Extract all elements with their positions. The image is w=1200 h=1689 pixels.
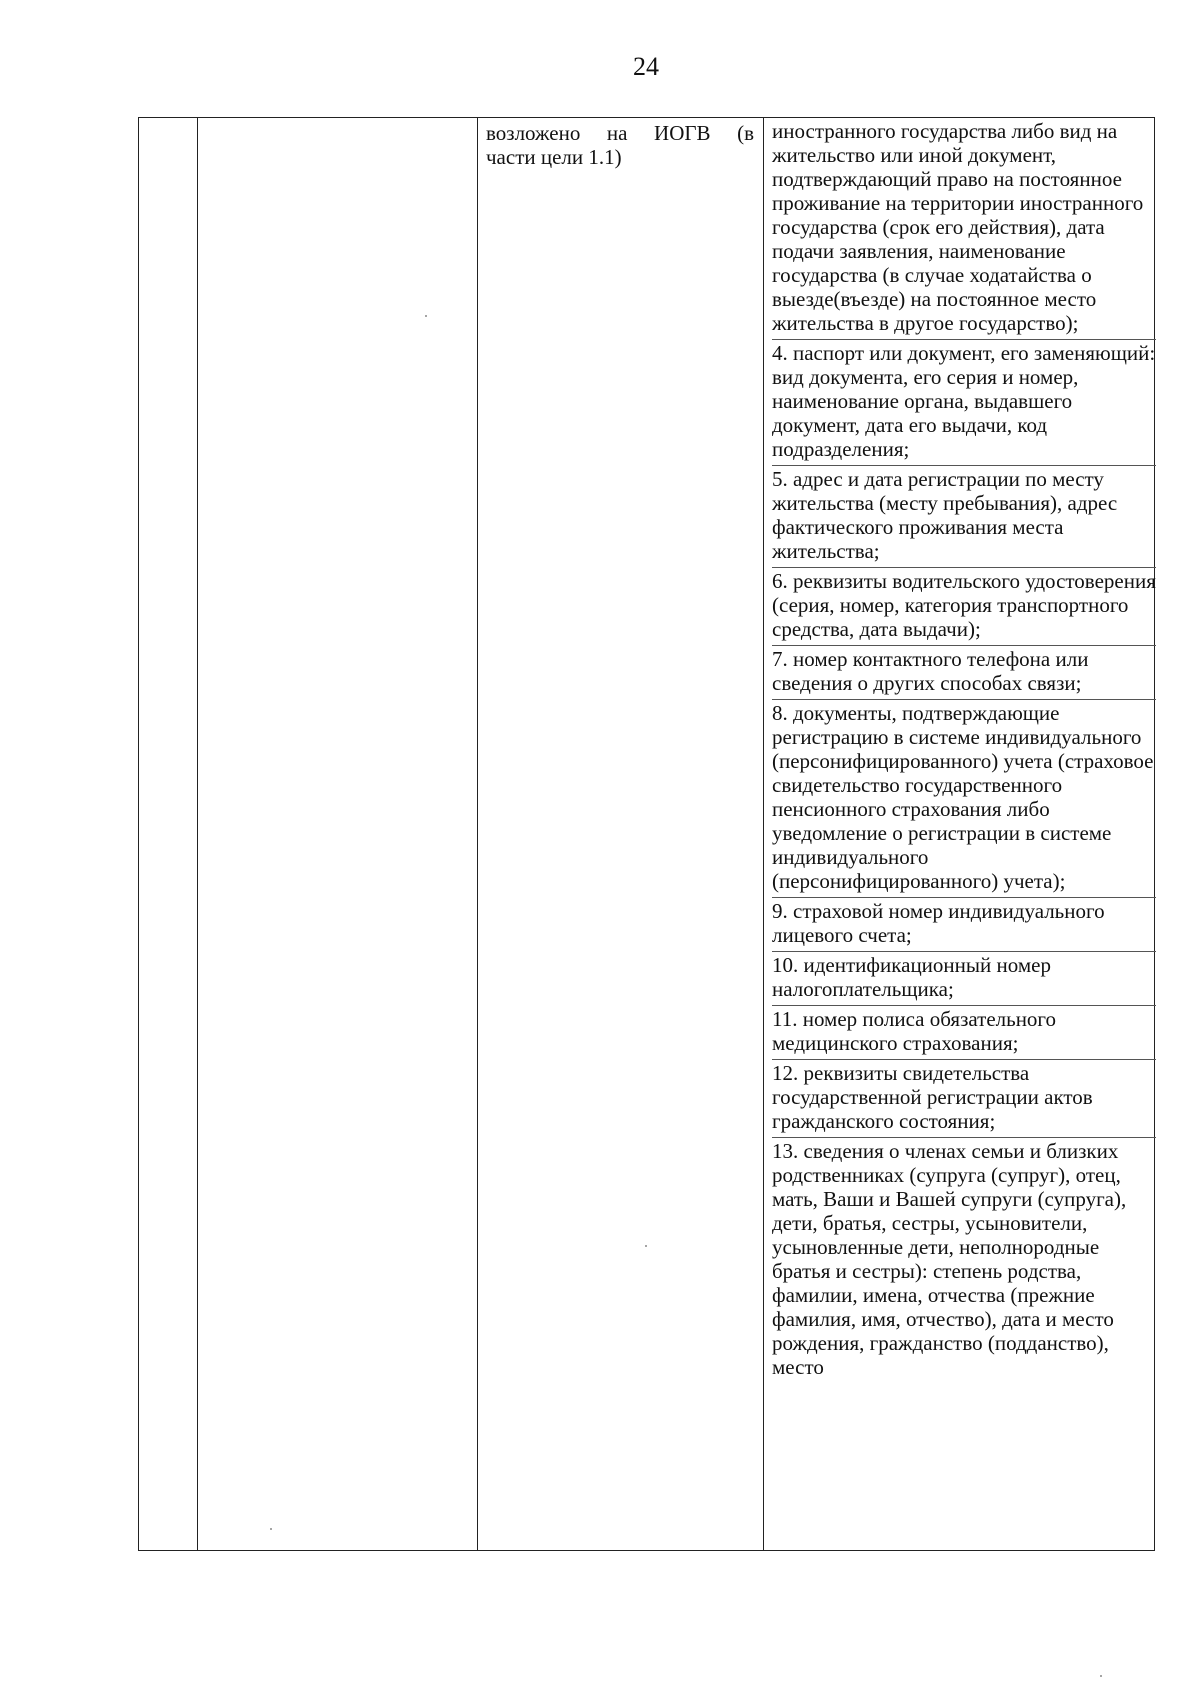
column-divider-2 [477, 118, 478, 1550]
column-divider-1 [197, 118, 198, 1550]
list-item: 8. документы, подтверждающие регистрацию в системе индивидуального (персонифицированного) учета (страховое свидетельство государственного пенсионного страхования либо уведомление о регистрации в системе индивидуального (персонифицированного) учета); [772, 700, 1156, 898]
responsibility-line-1: возложено на ИОГВ (в [486, 121, 754, 145]
page-number: 24 [633, 52, 659, 81]
list-item: 5. адрес и дата регистрации по месту жительства (месту пребывания), адрес фактического проживания места жительства; [772, 466, 1156, 568]
scan-speck [645, 1245, 647, 1247]
list-item: 4. паспорт или документ, его заменяющий: вид документа, его серия и номер, наименование органа, выдавшего документ, дата его выдачи, код подразделения; [772, 340, 1156, 466]
responsibility-line-2: части цели 1.1) [486, 145, 622, 169]
column-divider-3 [763, 118, 764, 1550]
personal-data-list [772, 118, 1156, 1383]
list-item: 10. идентификационный номер налогоплательщика; [772, 952, 1156, 1006]
scan-speck [270, 1528, 272, 1530]
data-table [138, 117, 1155, 1551]
list-item: 12. реквизиты свидетельства государственной регистрации актов гражданского состояния; [772, 1060, 1156, 1138]
scan-speck [1100, 1675, 1102, 1677]
list-item: 6. реквизиты водительского удостоверения (серия, номер, категория транспортного средства, дата выдачи); [772, 568, 1156, 646]
list-item: 7. номер контактного телефона или сведения о других способах связи; [772, 646, 1156, 700]
list-item: иностранного государства либо вид на жительство или иной документ, подтверждающий право на постоянное проживание на территории иностранного государства (срок его действия), дата подачи заявления, наименование государства (в случае ходатайства о выезде(въезде) на постоянное место жительства в другое государство); [772, 118, 1156, 340]
list-item: 9. страховой номер индивидуального лицевого счета; [772, 898, 1156, 952]
scan-speck [425, 315, 427, 317]
list-item: 11. номер полиса обязательного медицинского страхования; [772, 1006, 1156, 1060]
list-item: 13. сведения о членах семьи и близких родственниках (супруга (супруг), отец, мать, Ваши и Вашей супруги (супруга), дети, братья, сестры, усыновители, усыновленные дети, неполнородные братья и сестры): степень родства, фамилии, имена, отчества (прежние фамилия, имя, отчество), дата и место рождения, гражданство (подданство), место [772, 1139, 1127, 1379]
responsibility-cell [486, 121, 754, 169]
